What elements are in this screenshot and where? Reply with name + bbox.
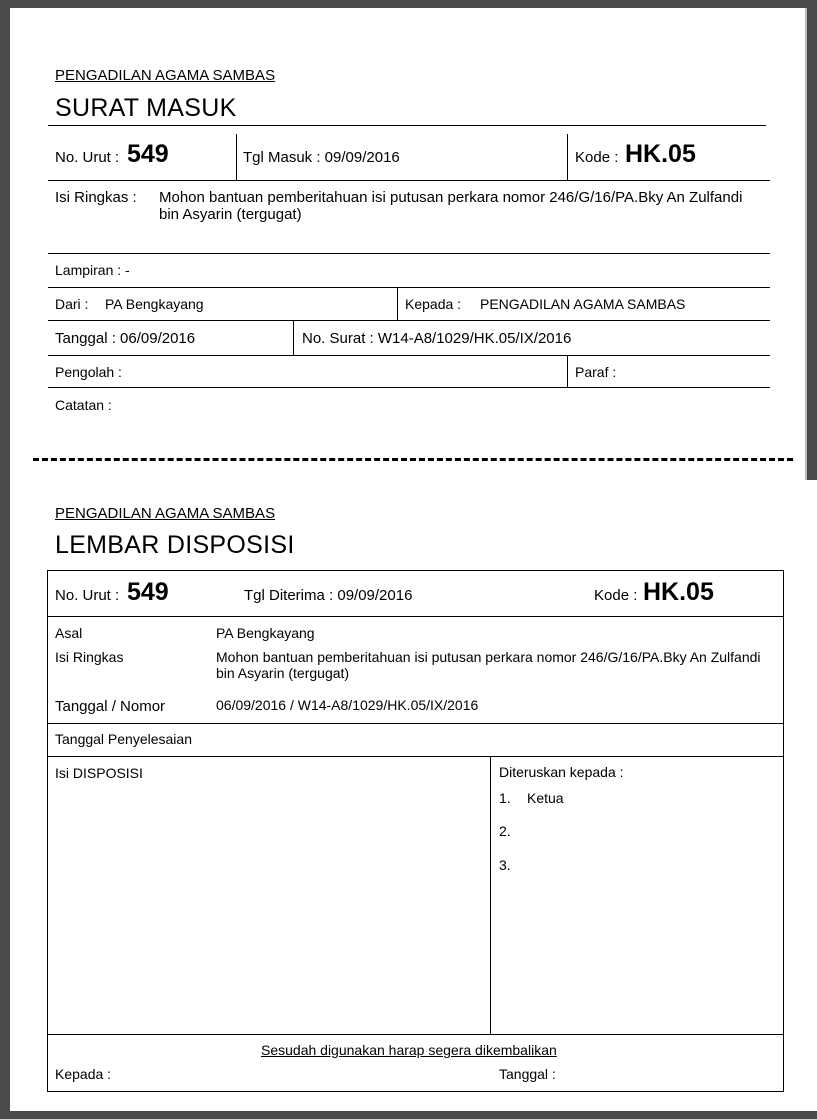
lampiran: Lampiran : - [55, 262, 130, 278]
isi-ringkas-value: Mohon bantuan pemberitahuan isi putusan perkara nomor 246/G/16/PA.Bky An Zulfandi bin Asyarin (tergugat) [159, 189, 743, 223]
pengolah: Pengolah : [55, 364, 122, 380]
divider [293, 321, 294, 355]
divider [48, 253, 770, 254]
footer-tanggal: Tanggal : [499, 1066, 556, 1082]
kode-label: Kode : [575, 149, 619, 166]
diteruskan-num: 1. [499, 790, 511, 806]
surat-masuk-org: PENGADILAN AGAMA SAMBAS [55, 67, 276, 84]
tanggal-penyelesaian: Tanggal Penyelesaian [55, 731, 192, 747]
diteruskan-name: Ketua [527, 790, 564, 806]
asal-value: PA Bengkayang [216, 625, 315, 641]
tanggal: Tanggal : 06/09/2016 [55, 330, 196, 347]
divider [47, 616, 784, 617]
asal-label: Asal [55, 625, 83, 641]
divider [567, 356, 568, 387]
divider [48, 387, 770, 388]
disposisi-title: LEMBAR DISPOSISI [55, 531, 295, 559]
divider [48, 320, 770, 321]
disp-isi-ringkas-label: Isi Ringkas [55, 649, 124, 665]
divider [47, 723, 784, 724]
tanggal-nomor-label: Tanggal / Nomor [55, 698, 166, 715]
isi-ringkas-label: Isi Ringkas : [55, 189, 137, 206]
divider [47, 1034, 784, 1035]
disp-isi-ringkas-value: Mohon bantuan pemberitahuan isi putusan perkara nomor 246/G/16/PA.Bky An Zulfandi bin Asyarin (tergugat) [216, 649, 761, 681]
cut-line [33, 458, 793, 461]
kepada-label: Kepada : [405, 296, 462, 312]
tanggal-nomor-value: 06/09/2016 / W14-A8/1029/HK.05/IX/2016 [216, 697, 479, 713]
divider [397, 288, 398, 320]
catatan: Catatan : [55, 397, 112, 413]
disposisi-org: PENGADILAN AGAMA SAMBAS [55, 505, 276, 522]
disp-no-urut-value: 549 [127, 578, 169, 606]
document-page-edge [805, 480, 817, 1111]
surat-masuk-title: SURAT MASUK [55, 94, 237, 122]
divider [236, 134, 237, 180]
disp-kode-value: HK.05 [643, 578, 714, 606]
footer-kepada: Kepada : [55, 1066, 112, 1082]
isi-disposisi-label: Isi DISPOSISI [55, 765, 143, 781]
disp-tgl-diterima: Tgl Diterima : 09/09/2016 [244, 587, 413, 604]
dari-value: PA Bengkayang [105, 296, 204, 312]
divider [490, 757, 491, 1034]
tgl-masuk: Tgl Masuk : 09/09/2016 [243, 149, 400, 166]
divider [47, 756, 784, 757]
divider [48, 355, 770, 356]
divider [48, 180, 770, 181]
dari-label: Dari : [55, 296, 89, 312]
paraf: Paraf : [575, 364, 617, 380]
kode-value: HK.05 [625, 140, 696, 168]
disp-no-urut-label: No. Urut : [55, 587, 120, 604]
kepada-value: PENGADILAN AGAMA SAMBAS [480, 296, 686, 312]
divider [48, 287, 770, 288]
divider [567, 134, 568, 180]
no-urut-label: No. Urut : [55, 149, 120, 166]
diteruskan-num: 2. [499, 823, 511, 839]
divider [48, 125, 766, 126]
diteruskan-label: Diteruskan kepada : [499, 764, 624, 780]
diteruskan-num: 3. [499, 857, 511, 873]
footer-note: Sesudah digunakan harap segera dikembalikan [261, 1042, 557, 1058]
no-urut-value: 549 [127, 140, 169, 168]
disp-kode-label: Kode : [594, 587, 638, 604]
no-surat: No. Surat : W14-A8/1029/HK.05/IX/2016 [302, 330, 572, 347]
